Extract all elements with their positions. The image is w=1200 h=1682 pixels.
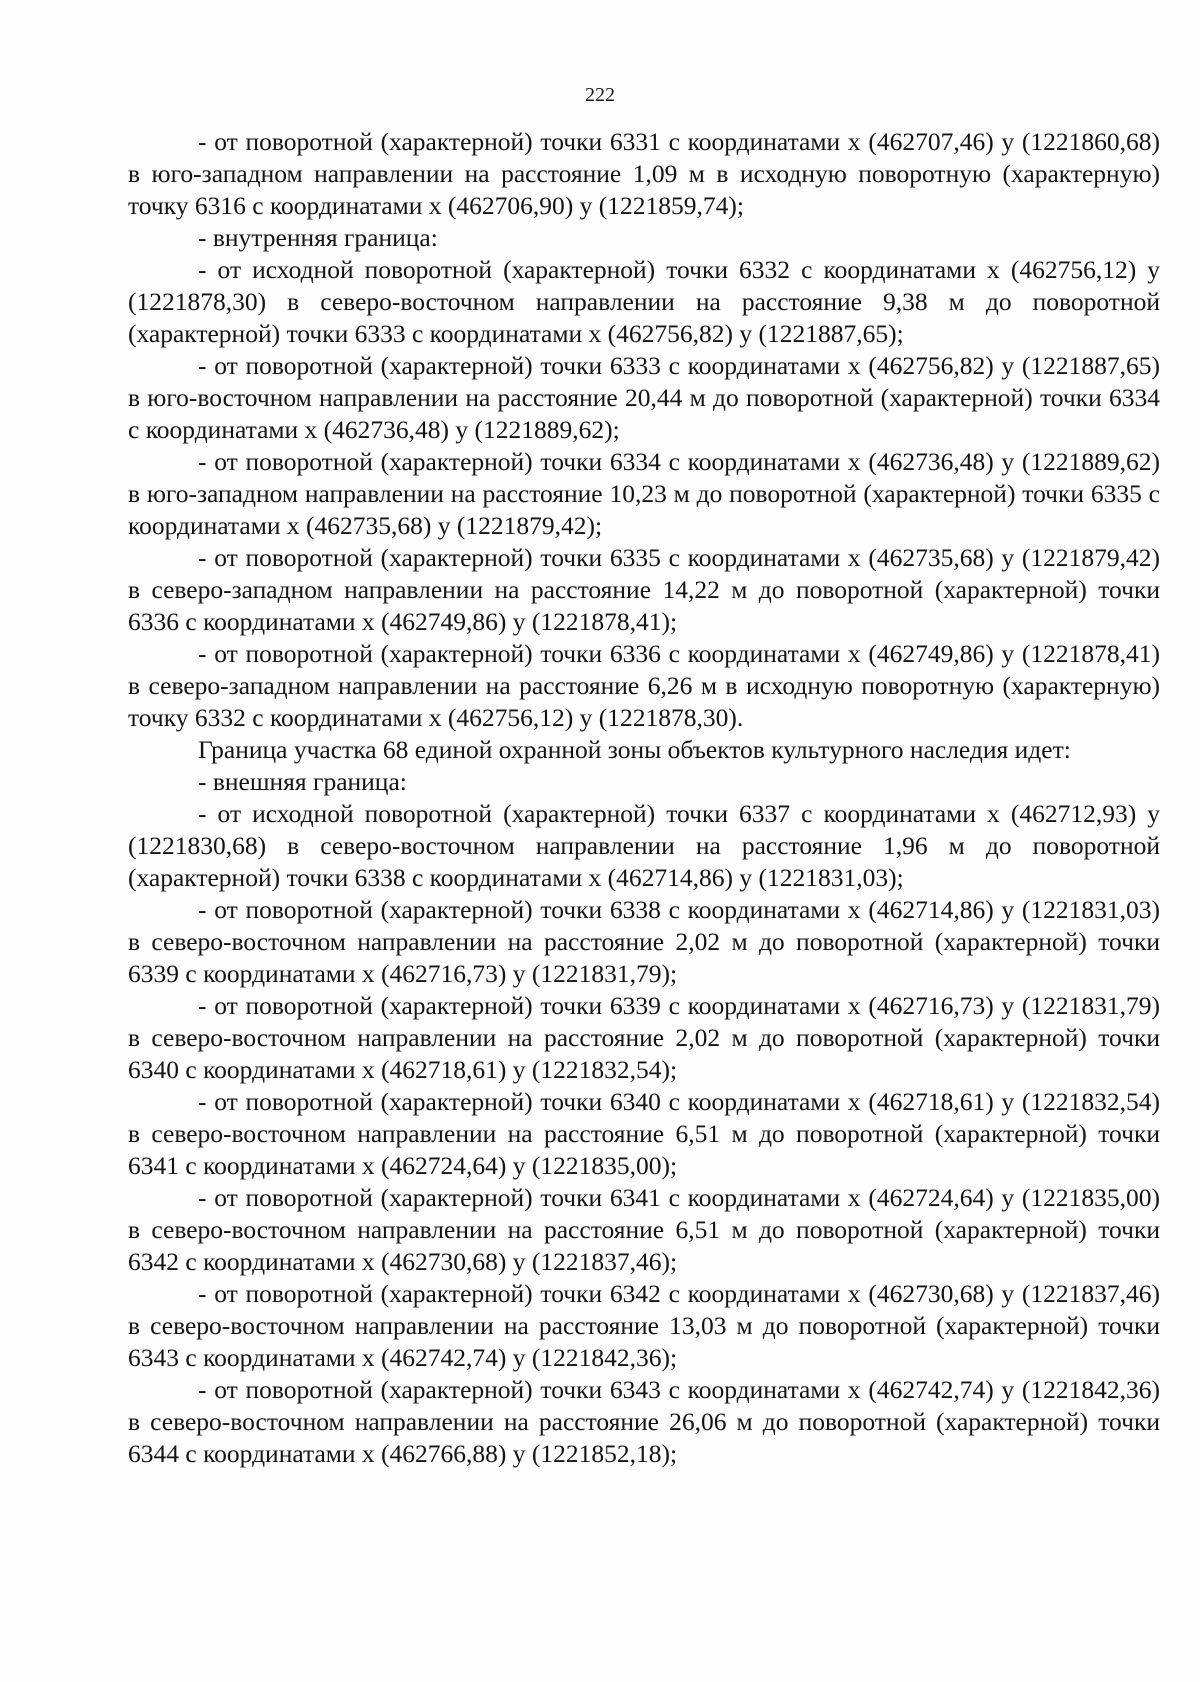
paragraph: - от исходной поворотной (характерной) точки 6332 с координатами x (462756,12) y (1221878,30) в северо-восточном направлении на расстояние 9,38 м до поворотной (характерной) точки 6333 с координатами x (462756,82) y (1221887,65); — [128, 255, 1160, 348]
paragraph: - от поворотной (характерной) точки 6335 с координатами x (462735,68) y (1221879,42) в северо-западном направлении на расстояние 14,22 м до поворотной (характерной) точки 6336 с координатами x (462749,86) y (1221878,41); — [128, 543, 1160, 636]
paragraph: - от поворотной (характерной) точки 6341 с координатами x (462724,64) y (1221835,00) в северо-восточном направлении на расстояние 6,51 м до поворотной (характерной) точки 6342 с координатами x (462730,68) y (1221837,46); — [128, 1183, 1160, 1276]
paragraph: - от поворотной (характерной) точки 6331 с координатами x (462707,46) y (1221860,68) в юго-западном направлении на расстояние 1,09 м в исходную поворотную (характерную) точку 6316 с координатами x (462706,90) y (1221859,74); — [128, 127, 1160, 220]
paragraph: - от поворотной (характерной) точки 6340 с координатами x (462718,61) y (1221832,54) в северо-восточном направлении на расстояние 6,51 м до поворотной (характерной) точки 6341 с координатами x (462724,64) y (1221835,00); — [128, 1087, 1160, 1180]
paragraph: - от поворотной (характерной) точки 6336 с координатами x (462749,86) y (1221878,41) в северо-западном направлении на расстояние 6,26 м в исходную поворотную (характерную) точку 6332 с координатами x (462756,12) y (1221878,30). — [128, 639, 1160, 732]
paragraph: - от поворотной (характерной) точки 6338 с координатами x (462714,86) y (1221831,03) в северо-восточном направлении на расстояние 2,02 м до поворотной (характерной) точки 6339 с координатами x (462716,73) y (1221831,79); — [128, 895, 1160, 988]
document-body — [128, 126, 1160, 1470]
paragraph: - от поворотной (характерной) точки 6339 с координатами x (462716,73) y (1221831,79) в северо-восточном направлении на расстояние 2,02 м до поворотной (характерной) точки 6340 с координатами x (462718,61) y (1221832,54); — [128, 991, 1160, 1084]
paragraph: - внутренняя граница: — [198, 223, 438, 252]
paragraph: - от поворотной (характерной) точки 6342 с координатами x (462730,68) y (1221837,46) в северо-восточном направлении на расстояние 13,03 м до поворотной (характерной) точки 6343 с координатами x (462742,74) y (1221842,36); — [128, 1279, 1160, 1372]
page-number: 222 — [585, 84, 615, 106]
paragraph: - от поворотной (характерной) точки 6334 с координатами x (462736,48) y (1221889,62) в юго-западном направлении на расстояние 10,23 м до поворотной (характерной) точки 6335 с координатами x (462735,68) y (1221879,42); — [128, 447, 1160, 540]
paragraph: - от поворотной (характерной) точки 6343 с координатами x (462742,74) y (1221842,36) в северо-восточном направлении на расстояние 26,06 м до поворотной (характерной) точки 6344 с координатами x (462766,88) y (1221852,18); — [128, 1375, 1160, 1468]
paragraph: Граница участка 68 единой охранной зоны объектов культурного наследия идет: — [198, 735, 1071, 764]
paragraph: - от поворотной (характерной) точки 6333 с координатами x (462756,82) y (1221887,65) в юго-восточном направлении на расстояние 20,44 м до поворотной (характерной) точки 6334 с координатами x (462736,48) y (1221889,62); — [128, 351, 1160, 444]
paragraph: - от исходной поворотной (характерной) точки 6337 с координатами x (462712,93) y (1221830,68) в северо-восточном направлении на расстояние 1,96 м до поворотной (характерной) точки 6338 с координатами x (462714,86) y (1221831,03); — [128, 799, 1160, 892]
paragraph: - внешняя граница: — [198, 767, 407, 796]
